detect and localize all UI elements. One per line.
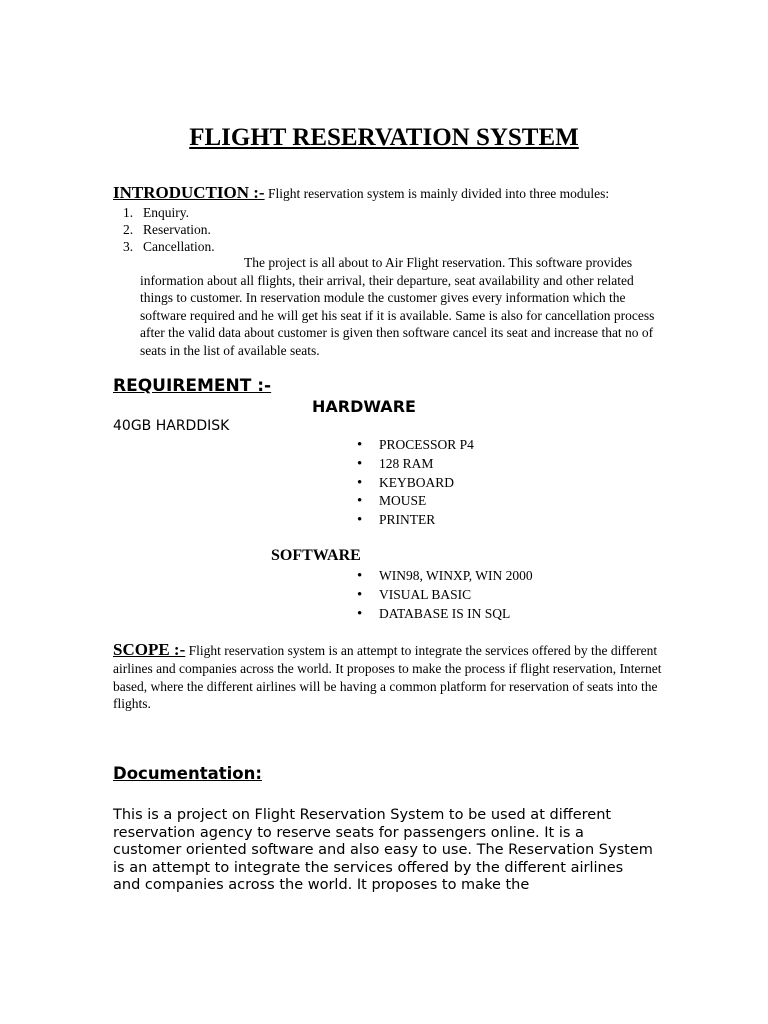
hardware-heading: HARDWARE — [312, 397, 416, 416]
requirement-heading — [113, 376, 271, 396]
list-item: • PRINTER — [357, 511, 474, 530]
list-item: • DATABASE IS IN SQL — [357, 605, 533, 624]
list-item — [123, 204, 215, 221]
list-item: • KEYBOARD — [357, 474, 474, 493]
requirement-heading-text: REQUIREMENT :- — [113, 376, 272, 396]
module-label: Enquiry. — [143, 205, 189, 220]
list-item — [123, 221, 215, 238]
module-label: Cancellation. — [143, 239, 215, 254]
software-heading: SOFTWARE — [271, 547, 361, 564]
list-item — [123, 238, 215, 255]
introduction-line — [113, 183, 609, 203]
introduction-paragraph: The project is all about to Air Flight reservation. This software provides information about all flights, their arrival, their departure, seat availability and other related things to customer. In reservation module the customer gives every information which the software required and he will get his seat if it is available. Same is also for cancellation process after the valid data about customer is given then software cancel its seat and increase that no of seats in the list of available seats. — [140, 255, 655, 358]
software-list — [357, 567, 533, 623]
scope-heading: SCOPE :- — [113, 640, 186, 659]
page-title: FLIGHT RESERVATION SYSTEM — [189, 124, 579, 151]
list-item: • MOUSE — [357, 492, 474, 511]
module-list — [123, 204, 215, 255]
scope-text: Flight reservation system is an attempt to integrate the services offered by the different airlines and companies across the world. It proposes to make the process if flight reservation, Internet based, where the different airlines will be having a common platform for reservation of seats into the flights. — [113, 643, 662, 712]
module-label: Reservation. — [143, 222, 211, 237]
scope-paragraph — [113, 641, 673, 713]
introduction-heading: INTRODUCTION :- — [113, 183, 265, 202]
introduction-lead: Flight reservation system is mainly divided into three modules: — [264, 186, 610, 201]
documentation-heading: Documentation: — [113, 764, 262, 783]
list-item: • 128 RAM — [357, 455, 474, 474]
list-item: • VISUAL BASIC — [357, 586, 533, 605]
list-item: • PROCESSOR P4 — [357, 436, 474, 455]
harddisk-text: 40GB HARDDISK — [113, 418, 230, 434]
list-item: • WIN98, WINXP, WIN 2000 — [357, 567, 533, 586]
documentation-paragraph: This is a project on Flight Reservation System to be used at different reservation agency to reserve seats for passengers online. It is a customer oriented software and also easy to use. The Reservation System is an attempt to integrate the services offered by the different airlines and companies across the world. It proposes to make the — [113, 807, 653, 894]
hardware-list — [357, 436, 474, 530]
